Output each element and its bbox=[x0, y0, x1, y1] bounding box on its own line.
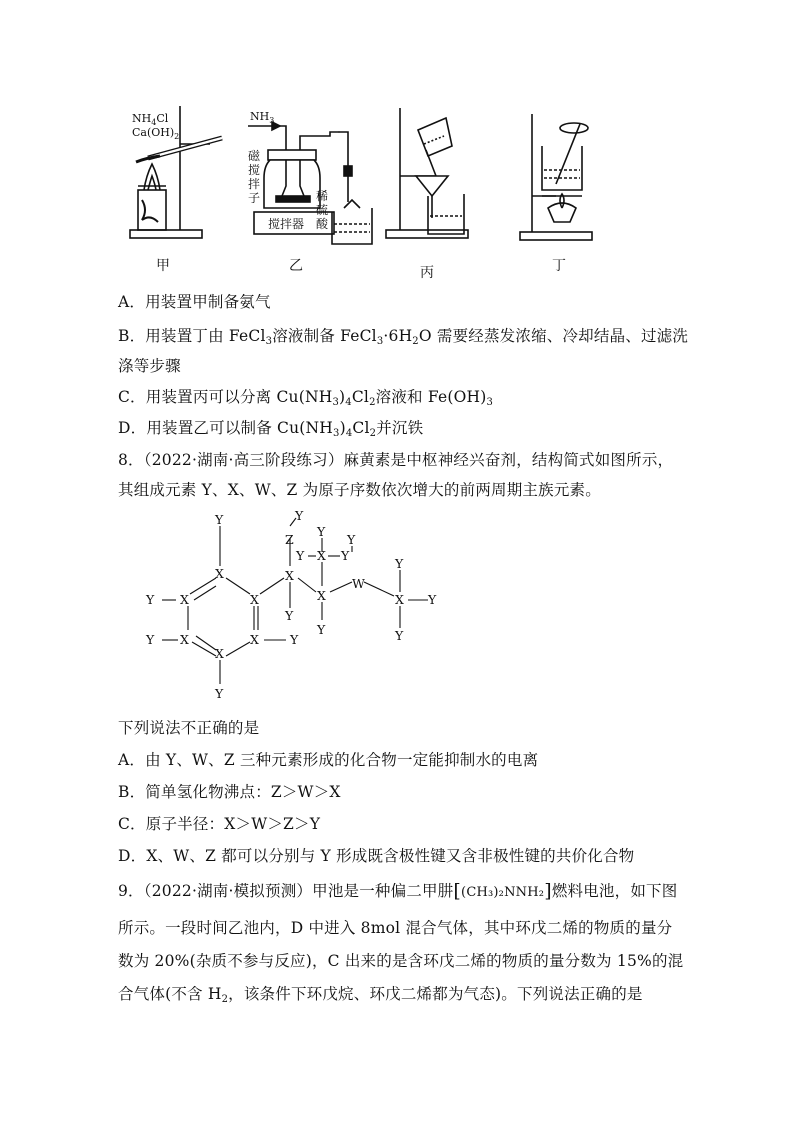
svg-text:Y: Y bbox=[296, 548, 305, 563]
svg-text:X: X bbox=[250, 592, 259, 607]
svg-text:Y: Y bbox=[290, 632, 299, 647]
ephedrine-structure bbox=[140, 508, 460, 700]
svg-text:搅: 搅 bbox=[248, 163, 261, 177]
apparatus-figure bbox=[118, 100, 618, 278]
svg-text:Z: Z bbox=[285, 532, 294, 547]
svg-text:搅拌器: 搅拌器 bbox=[268, 217, 305, 231]
q9-stem-line3: 数为 20%(杂质不参与反应)，C 出来的是含环戊二烯的物质的量分数为 15%的混 bbox=[118, 952, 684, 970]
label-ding: 丁 bbox=[552, 258, 566, 274]
svg-text:X: X bbox=[285, 568, 294, 583]
svg-text:磁: 磁 bbox=[248, 149, 261, 163]
label-jia: 甲 bbox=[156, 258, 170, 274]
svg-text:Y: Y bbox=[285, 608, 294, 623]
q9-stem-line4: 合气体(不含 $H_2$，该条件下环戊烷、环戊二烯都为气态)。下列说法正确的是 bbox=[118, 985, 643, 1005]
svg-text:W: W bbox=[352, 576, 365, 591]
svg-text:Y: Y bbox=[317, 622, 326, 637]
svg-text:酸: 酸 bbox=[316, 217, 329, 231]
label-yi: 乙 bbox=[289, 258, 303, 274]
svg-text:Y: Y bbox=[341, 548, 350, 563]
q9-stem-line1: 9．（2022·湖南·模拟预测）甲池是一种偏二甲肼[(CH₃)₂NNH₂]燃料电池，如下图 bbox=[118, 880, 678, 902]
svg-text:X: X bbox=[250, 632, 259, 647]
svg-text:X: X bbox=[317, 588, 326, 603]
svg-text:拌: 拌 bbox=[248, 177, 261, 191]
svg-text:稀: 稀 bbox=[316, 189, 329, 203]
svg-text:X: X bbox=[395, 592, 404, 607]
svg-text:Y: Y bbox=[428, 592, 437, 607]
apparatus-yi bbox=[248, 122, 372, 244]
svg-text:Y: Y bbox=[317, 524, 326, 539]
svg-text:X: X bbox=[215, 566, 224, 581]
q7-option-d: D．用装置乙可以制备 $Cu(NH_3)_4Cl_2$并沉铁 bbox=[118, 419, 424, 439]
q7-option-c: C．用装置丙可以分离 $Cu(NH_3)_4Cl_2$溶液和 $Fe(OH)_3$ bbox=[118, 388, 494, 408]
apparatus-ding bbox=[520, 114, 592, 240]
q8-stem-line2: 其组成元素 Y、X、W、Z 为原子序数依次增大的前两周期主族元素。 bbox=[118, 481, 601, 499]
svg-text:Y: Y bbox=[146, 592, 155, 607]
svg-text:Ca(OH)2: $Ca(OH)_2$ bbox=[132, 126, 180, 141]
svg-text:子: 子 bbox=[248, 191, 261, 205]
label-bing: 丙 bbox=[420, 265, 434, 281]
svg-text:Y: Y bbox=[395, 556, 404, 571]
svg-text:NH3: $NH_3$ bbox=[250, 110, 275, 125]
q8-option-a: A．由 Y、W、Z 三种元素形成的化合物一定能抑制水的电离 bbox=[118, 751, 539, 769]
svg-text:X: X bbox=[317, 548, 326, 563]
q8-stem-line1: 8．（2022·湖南·高三阶段练习）麻黄素是中枢神经兴奋剂，结构简式如图所示， bbox=[118, 451, 674, 469]
svg-text:X: X bbox=[180, 592, 189, 607]
svg-text:Y: Y bbox=[215, 686, 224, 700]
svg-text:Y: Y bbox=[146, 632, 155, 647]
q9-stem-line2: 所示。一段时间乙池内，D 中进入 8mol 混合气体，其中环戊二烯的物质的量分 bbox=[118, 919, 673, 937]
q7-option-b-line2: 涤等步骤 bbox=[118, 357, 181, 375]
q7-option-a: A．用装置甲制备氨气 bbox=[118, 293, 271, 311]
q7-option-b-line1: B．用装置丁由 FeCl$_3$溶液制备 $FeCl_3\cdot 6H_2O$ 需要经蒸发浓缩、冷却结晶、过滤洗 bbox=[118, 327, 689, 347]
svg-text:Y: Y bbox=[295, 508, 304, 523]
svg-text:X: X bbox=[215, 646, 224, 661]
svg-text:X: X bbox=[180, 632, 189, 647]
svg-text:硫: 硫 bbox=[316, 203, 329, 217]
svg-text:Y: Y bbox=[347, 532, 356, 547]
q8-option-b: B．简单氢化物沸点：Z＞W＞X bbox=[118, 783, 341, 801]
q8-option-c: C．原子半径：X＞W＞Z＞Y bbox=[118, 815, 321, 833]
q8-option-d: D．X、W、Z 都可以分别与 Y 形成既含极性键又含非极性键的共价化合物 bbox=[118, 847, 635, 865]
svg-text:Y: Y bbox=[215, 512, 224, 527]
svg-text:Y: Y bbox=[395, 628, 404, 643]
q8-prompt: 下列说法不正确的是 bbox=[118, 719, 260, 737]
apparatus-bing bbox=[386, 108, 468, 238]
svg-text:NH4Cl: $NH_4Cl$ bbox=[132, 112, 169, 127]
